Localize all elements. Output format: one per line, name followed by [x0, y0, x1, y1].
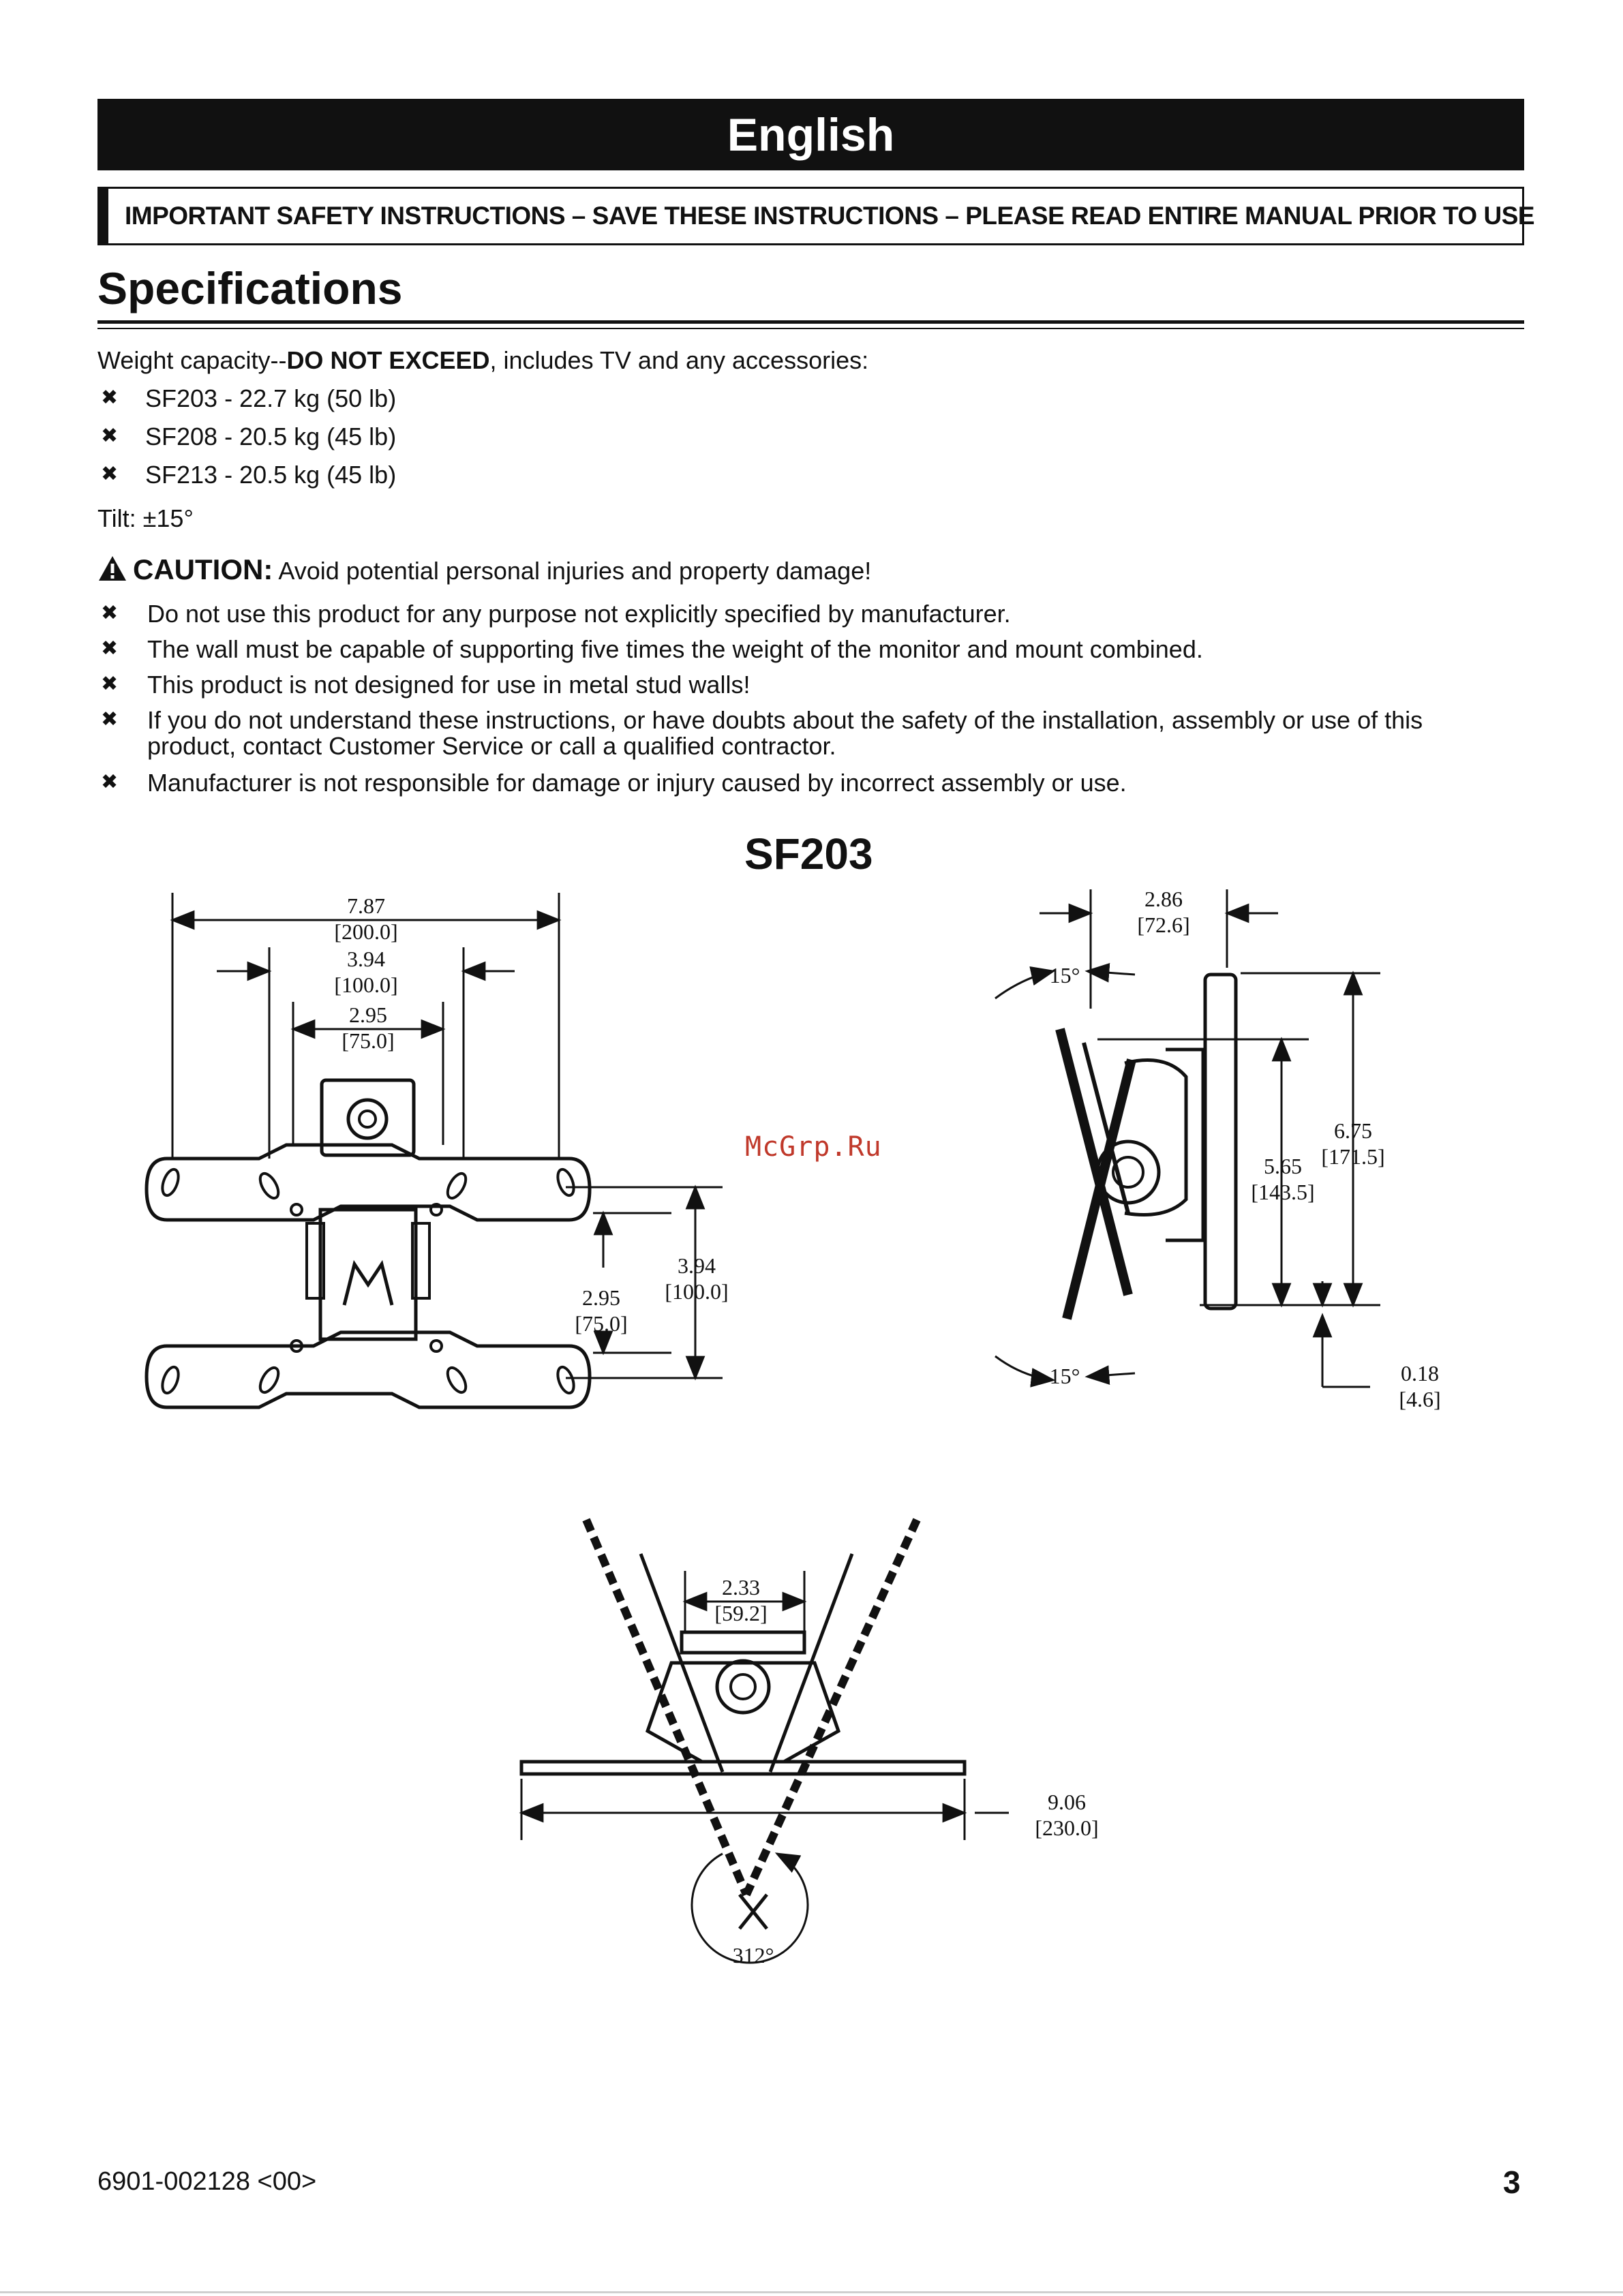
front-vert-inner-mm: [75.0] — [575, 1311, 628, 1336]
front-width-mm: [200.0] — [334, 919, 398, 944]
side-gap-in: 0.18 — [1401, 1361, 1439, 1386]
caution-item: Do not use this product for any purpose not explicitly specified by manufacturer. — [147, 600, 1011, 628]
caution-item: The wall must be capable of supporting five times the weight of the monitor and mount combined. — [147, 635, 1203, 663]
bullet-icon: ✖ — [101, 602, 119, 624]
side-outer-height-mm: [171.5] — [1321, 1144, 1385, 1169]
top-span-in: 9.06 — [1048, 1790, 1086, 1814]
front-view-drawing — [147, 1080, 590, 1407]
swivel-angle: 312° — [732, 1943, 774, 1968]
caution-item-cont: product, contact Customer Service or call a qualified contractor. — [147, 732, 836, 760]
side-inner-height-in: 5.65 — [1264, 1154, 1302, 1178]
side-view-drawing — [1060, 975, 1236, 1319]
bullet-icon: ✖ — [101, 463, 119, 485]
side-gap-mm: [4.6] — [1399, 1387, 1441, 1411]
bullet-icon: ✖ — [101, 673, 119, 695]
bottom-divider — [0, 2291, 1623, 2293]
top-width-in: 2.33 — [722, 1575, 760, 1599]
caution-item: If you do not understand these instructions, or have doubts about the safety of the installation, assembly or use of this — [147, 706, 1423, 734]
do-not-exceed: DO NOT EXCEED — [286, 346, 490, 374]
caution-text: Avoid potential personal injuries and property damage! — [278, 557, 872, 585]
specifications-title: Specifications — [97, 263, 403, 313]
side-depth-mm: [72.6] — [1137, 913, 1190, 937]
front-mid-mm: [100.0] — [334, 973, 398, 997]
front-inner-mm: [75.0] — [342, 1028, 395, 1053]
front-width-in: 7.87 — [347, 893, 385, 918]
model-title: SF203 — [744, 829, 873, 878]
side-depth-in: 2.86 — [1144, 887, 1183, 911]
side-inner-height-mm: [143.5] — [1251, 1180, 1315, 1204]
model-sf208: SF208 - 20.5 kg (45 lb) — [145, 423, 397, 450]
top-width-mm: [59.2] — [714, 1601, 768, 1625]
model-sf213: SF213 - 20.5 kg (45 lb) — [145, 461, 397, 489]
front-vert-outer-mm: [100.0] — [665, 1279, 729, 1304]
document-code: 6901-002128 <00> — [97, 2167, 317, 2196]
language-label: English — [727, 108, 895, 161]
bullet-icon: ✖ — [101, 637, 119, 660]
bullet-icon: ✖ — [101, 386, 119, 409]
front-vert-inner-in: 2.95 — [582, 1285, 620, 1310]
bullet-icon: ✖ — [101, 771, 119, 793]
top-span-mm: [230.0] — [1035, 1816, 1099, 1840]
side-outer-height-in: 6.75 — [1334, 1118, 1372, 1143]
weight-capacity: Weight capacity--DO NOT EXCEED, includes TV and any accessories: — [97, 346, 869, 374]
watermark: McGrp.Ru — [745, 1131, 882, 1163]
front-inner-in: 2.95 — [349, 1002, 387, 1027]
bullet-icon: ✖ — [101, 425, 119, 447]
front-vert-outer-in: 3.94 — [678, 1253, 716, 1278]
tilt-up-angle: 15° — [1049, 963, 1080, 988]
tilt-spec: Tilt: ±15° — [97, 504, 194, 532]
caution-heading: CAUTION: — [133, 553, 273, 585]
caution-item: Manufacturer is not responsible for damage or injury caused by incorrect assembly or use. — [147, 769, 1127, 797]
model-sf203: SF203 - 22.7 kg (50 lb) — [145, 384, 397, 412]
front-mid-in: 3.94 — [347, 947, 385, 971]
caution-item: This product is not designed for use in metal stud walls! — [147, 671, 750, 699]
bullet-icon: ✖ — [101, 708, 119, 731]
page-number: 3 — [1503, 2164, 1521, 2200]
safety-banner-text: IMPORTANT SAFETY INSTRUCTIONS – SAVE THESE INSTRUCTIONS – PLEASE READ ENTIRE MANUAL PRIOR TO USE — [125, 202, 1535, 230]
tilt-down-angle: 15° — [1049, 1364, 1080, 1388]
